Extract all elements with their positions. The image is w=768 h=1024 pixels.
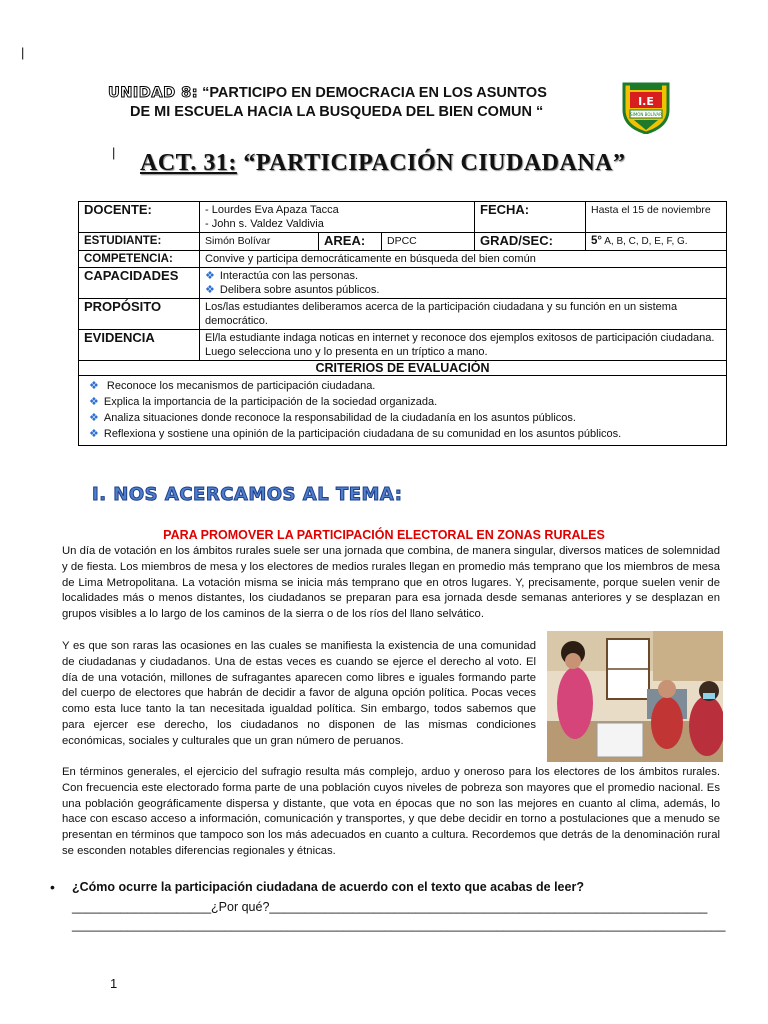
evidencia-label: EVIDENCIA <box>79 330 200 361</box>
activity-info-table <box>78 201 727 446</box>
grado-label: GRAD/SEC: <box>475 233 586 251</box>
text-cursor-mark: | <box>21 45 25 60</box>
capacidades-label: CAPACIDADES <box>79 268 200 299</box>
voting-photo <box>547 631 723 762</box>
area-value: DPCC <box>382 233 475 251</box>
activity-label: ACT. 31: <box>140 150 237 176</box>
diamond-bullet-icon: ❖ <box>89 428 99 440</box>
fecha-label: FECHA: <box>475 202 586 233</box>
paragraph-2: Y es que son raras las ocasiones en las cuales se manifiesta la existencia de una comunidad de ciudadanas y ciudadanos. Una de estas veces es cuando se ejerce el derecho al voto. El día de una votación, millones de sufragantes aparecen como libres e iguales formando parte del cuerpo de electores que habrán de decidir a favor de alguna opción política. Pocas veces como esta luce tanto la tan necesitada igualdad política. Sin embargo, todos sabemos que para ejercer ese derecho, los ciudadanos no disponen de las mismas condiciones económicas, sociales y culturales que un gran número de peruanos. <box>62 640 536 747</box>
question-bullet: • <box>50 879 55 895</box>
page-number: 1 <box>110 976 118 991</box>
unit-title-line1: “PARTICIPO EN DEMOCRACIA EN LOS ASUNTOS <box>202 85 547 101</box>
unit-heading <box>108 83 598 104</box>
diamond-bullet-icon: ❖ <box>89 396 99 408</box>
diamond-bullet-icon: ❖ <box>205 270 215 282</box>
grado-value <box>586 233 727 251</box>
area-label: AREA: <box>319 233 382 251</box>
grado-number: 5° <box>591 235 602 247</box>
text-cursor-mark-2: | <box>112 145 116 160</box>
docente-label: DOCENTE: <box>79 202 200 233</box>
estudiante-value: Simón Bolívar <box>200 233 319 251</box>
paragraph-3: En términos generales, el ejercicio del sufragio resulta más complejo, arduo y oneroso para los electores de los ámbitos rurales. Con frecuencia este electorado forma parte de una población cuyos niveles de pobreza son mayores que el promedio nacional. Es una población geográficamente dispersa y distante, que vota en épocas que no son las mejores en cuanto al clima, además, lo hace con escaso acceso a información, comunicación y transportes, y que debe decidir en torno a postulaciones que a menudo se presentan en términos que tampoco son los más adecuados en cuanto a cultura. Recordemos que detrás de la denominación rural se esconden notables diferencias regionales y étnicas. <box>62 766 720 857</box>
unit-title-line2: DE MI ESCUELA HACIA LA BUSQUEDA DEL BIEN COMUN “ <box>130 104 544 120</box>
criterios-list <box>79 376 727 446</box>
fecha-value: Hasta el 15 de noviembre <box>586 202 727 233</box>
criterios-heading: CRITERIOS DE EVALUACIÓN <box>79 361 727 376</box>
diamond-bullet-icon: ❖ <box>89 412 99 424</box>
section-heading: I. NOS ACERCAMOS AL TEMA: <box>92 484 403 505</box>
grado-sections: A, B, C, D, E, F, G. <box>602 236 688 247</box>
docente-1: - Lourdes Eva Apaza Tacca <box>205 204 339 216</box>
criterio-item: ❖ Explica la importancia de la participación de la sociedad organizada. <box>89 396 438 408</box>
article-title: PARA PROMOVER LA PARTICIPACIÓN ELECTORAL EN ZONAS RURALES <box>163 528 605 542</box>
capacidades-list <box>200 268 727 299</box>
criterio-item: ❖ Reconoce los mecanismos de participación ciudadana. <box>89 380 376 392</box>
criterio-item: ❖ Reflexiona y sostiene una opinión de la participación ciudadana de su comunidad en los asuntos públicos. <box>89 428 622 440</box>
activity-name: “PARTICIPACIÓN CIUDADANA” <box>236 150 626 176</box>
diamond-bullet-icon: ❖ <box>89 380 99 392</box>
answer-line-1[interactable]: ____________________¿Por qué?_______________________________________________________________ <box>72 900 708 914</box>
logo-initials: I.E <box>638 95 654 108</box>
school-logo <box>620 80 672 134</box>
capacidad-item: ❖ Delibera sobre asuntos públicos. <box>205 284 380 296</box>
proposito-value: Los/las estudiantes deliberamos acerca de la participación ciudadana y su función en un sistema democrático. <box>200 299 727 330</box>
criterio-item: ❖ Analiza situaciones donde reconoce la responsabilidad de la ciudadanía en los asuntos públicos. <box>89 412 576 424</box>
competencia-label: COMPETENCIA: <box>79 251 200 268</box>
logo-banner: SIMÓN BOLÍVAR <box>630 112 662 117</box>
docente-value <box>200 202 475 233</box>
estudiante-label: ESTUDIANTE: <box>79 233 200 251</box>
unit-label: UNIDAD 8: <box>108 85 199 101</box>
answer-line-2[interactable]: ______________________________________________________________________________________________ <box>72 918 726 932</box>
evidencia-value: El/la estudiante indaga noticas en internet y reconoce dos ejemplos exitosos de participación ciudadana. Luego selecciona uno y lo presenta en un tríptico a mano. <box>200 330 727 361</box>
docente-2: - John s. Valdez Valdivia <box>205 218 324 230</box>
capacidad-item: ❖ Interactúa con las personas. <box>205 270 359 282</box>
activity-title <box>140 150 626 177</box>
question-text: ¿Cómo ocurre la participación ciudadana de acuerdo con el texto que acabas de leer? <box>72 880 584 894</box>
proposito-label: PROPÓSITO <box>79 299 200 330</box>
paragraph-1: Un día de votación en los ámbitos rurales suele ser una jornada que combina, de manera singular, diversos matices de solemnidad y de fiesta. Los miembros de mesa y los electores de medios rurales llegan en promedio más temprano que los miembros de mesa de Lima Metropolitana. La votación misma se inicia más temprano que en otros lugares. Y, precisamente, porque suelen venir de localidades más o menos distantes, los ciudadanos se preparan para esa jornada desde semanas anteriores y se desplazan en grupos visibles a lo largo de los caminos de la sierra o de los ríos del llano selvático. <box>62 545 720 621</box>
diamond-bullet-icon: ❖ <box>205 284 215 296</box>
competencia-value: Convive y participa democráticamente en búsqueda del bien común <box>200 251 727 268</box>
